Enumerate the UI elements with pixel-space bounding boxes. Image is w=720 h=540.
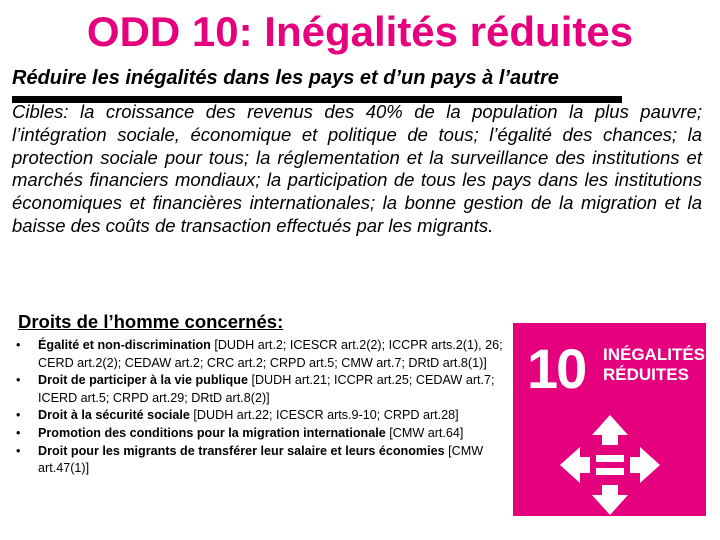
targets-paragraph: Cibles: la croissance des revenus des 40% de la population la plus pauvre; l’intégration sociale, économique et politique de tous; l’égalité des chances; la protection sociale pour tous; la réglementation et la surveillance des institutions et marchés financiers mondiaux; la participation de tous les pays dans les institutions économiques et financières internationales; la bonne gestion de la migration et la baisse des coûts de transaction effectués par les migrants. bbox=[12, 101, 702, 236]
bullet: • bbox=[16, 443, 21, 458]
sdg-label: INÉGALITÉS RÉDUITES bbox=[603, 345, 706, 384]
sdg10-tile bbox=[513, 323, 706, 516]
rights-list-item bbox=[14, 337, 514, 372]
bullet: • bbox=[16, 373, 21, 388]
bullet: • bbox=[16, 338, 21, 352]
right-title: Promotion des conditions pour la migration internationale bbox=[38, 425, 386, 440]
rights-list-item bbox=[14, 443, 514, 478]
equality-arrows-icon bbox=[558, 413, 662, 517]
rights-list bbox=[14, 337, 514, 478]
rights-list-item bbox=[14, 407, 514, 425]
right-refs: [DUDH art.22; ICESCR arts.9-10; CRPD art.28] bbox=[189, 408, 459, 423]
right-title: Droit pour les migrants de transférer leur salaire et leurs économies bbox=[38, 443, 445, 458]
rights-list-item bbox=[14, 372, 514, 407]
right-refs: [CMW art.47(1)] bbox=[38, 443, 484, 476]
right-title: Égalité et non-discrimination bbox=[38, 338, 211, 352]
rights-list-item bbox=[14, 425, 514, 443]
right-refs: [DUDH art.21; ICCPR art.25; CEDAW art.7; ICERD art.5; CRPD art.29; DRtD art.8(2)] bbox=[38, 373, 495, 405]
bullet: • bbox=[16, 425, 21, 440]
bullet: • bbox=[16, 408, 21, 423]
right-refs: [CMW art.64] bbox=[385, 425, 464, 440]
right-title: Droit de participer à la vie publique bbox=[38, 373, 248, 388]
right-refs: [DUDH art.2; ICESCR art.2(2); ICCPR arts.2(1), 26; CERD art.2(2); CEDAW art.2; CRC art.2; CRPD art.5; CMW art.7; DRtD art.8(1)] bbox=[38, 338, 503, 370]
right-title: Droit à la sécurité sociale bbox=[38, 408, 190, 423]
page-subtitle: Réduire les inégalités dans les pays et d’un pays à l’autre bbox=[12, 67, 559, 89]
rights-heading: Droits de l’homme concernés: bbox=[18, 311, 284, 332]
page-title: ODD 10: Inégalités réduites bbox=[86, 8, 634, 55]
sdg-number: 10 bbox=[527, 337, 586, 400]
